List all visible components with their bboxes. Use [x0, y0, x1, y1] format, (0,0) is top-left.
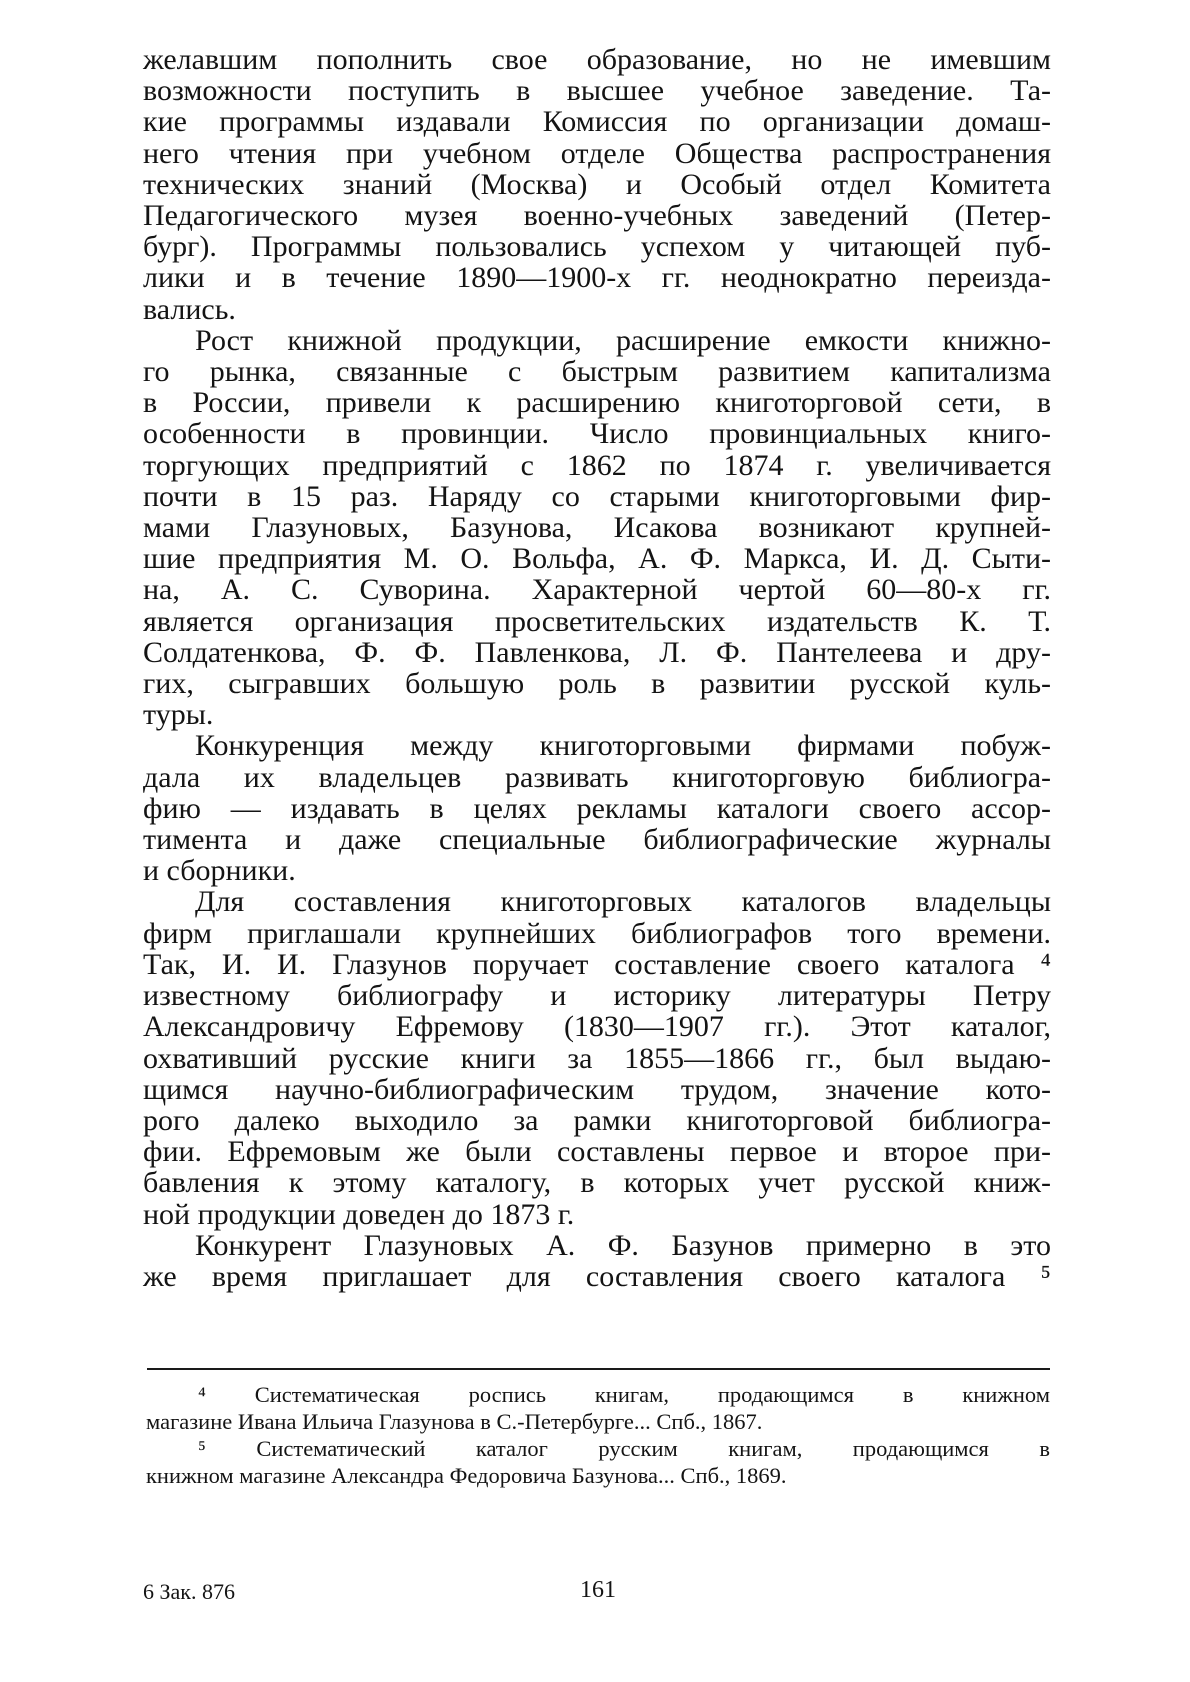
text-line: Конкуренция между книготорговыми фирмами побуж-: [195, 729, 1051, 763]
text-line: него чтения при учебном отделе Общества распространения: [143, 136, 1051, 170]
text-line: и сборники.: [143, 854, 296, 888]
footnote-line: ⁵ Систематический каталог русским книгам, продающимся в: [198, 1436, 1050, 1461]
text-line: рого далеко выходило за рамки книготорговой библиогра-: [143, 1103, 1051, 1137]
text-line: го рынка, связанные с быстрым развитием капитализма: [143, 355, 1051, 389]
text-line: почти в 15 раз. Наряду со старыми книготорговыми фир-: [143, 479, 1051, 513]
footnote-line: книжном магазине Александра Федоровича Базунова... Спб., 1869.: [146, 1463, 787, 1488]
text-line: вались.: [143, 292, 236, 326]
text-line: Рост книжной продукции, расширение емкости книжно-: [195, 323, 1051, 357]
text-line: дала их владельцев развивать книготорговую библиогра-: [143, 760, 1051, 794]
text-line: торгующих предприятий с 1862 по 1874 г. увеличивается: [143, 448, 1051, 482]
text-line: Так, И. И. Глазунов поручает составление своего каталога ⁴: [143, 947, 1051, 981]
footnote-separator: [147, 1368, 1050, 1370]
footnote-line: магазине Ивана Ильича Глазунова в С.-Петербурге... Спб., 1867.: [146, 1409, 763, 1434]
text-line: в России, привели к расширению книготорговой сети, в: [143, 386, 1051, 420]
text-line: на, А. С. Суворина. Характерной чертой 60—80-х гг.: [143, 573, 1051, 607]
text-line: является организация просветительских издательств К. Т.: [143, 604, 1051, 638]
text-line: лики и в течение 1890—1900-х гг. неоднократно переизда-: [143, 261, 1051, 295]
text-line: же время приглашает для составления своего каталога ⁵: [143, 1259, 1051, 1293]
text-line: особенности в провинции. Число провинциальных книго-: [143, 417, 1051, 451]
text-line: туры.: [143, 698, 214, 732]
text-line: Александровичу Ефремову (1830—1907 гг.). Этот каталог,: [143, 1010, 1051, 1044]
text-line: шие предприятия М. О. Вольфа, А. Ф. Маркса, И. Д. Сыти-: [143, 542, 1051, 576]
text-line: гих, сыгравших большую роль в развитии русской куль-: [143, 667, 1051, 701]
footnote-line: ⁴ Систематическая роспись книгам, продающимся в книжном: [198, 1382, 1050, 1407]
text-line: фии. Ефремовым же были составлены первое и второе при-: [143, 1135, 1051, 1169]
text-line: технических знаний (Москва) и Особый отдел Комитета: [143, 167, 1051, 201]
text-line: Для составления книготорговых каталогов владельцы: [195, 885, 1051, 919]
footnotes: [146, 1381, 1050, 1489]
text-line: известному библиографу и историку литературы Петру: [143, 979, 1051, 1013]
text-line: Солдатенкова, Ф. Ф. Павленкова, Л. Ф. Пантелеева и дру-: [143, 635, 1051, 669]
text-line: Педагогического музея военно-учебных заведений (Петер-: [143, 199, 1051, 233]
printer-signature: 6 Зак. 876: [143, 1579, 235, 1604]
text-line: Конкурент Глазуновых А. Ф. Базунов примерно в это: [195, 1228, 1051, 1262]
text-line: желавшим пополнить свое образование, но не имевшим: [143, 43, 1051, 76]
text-line: охвативший русские книги за 1855—1866 гг., был выдаю-: [143, 1041, 1051, 1075]
text-line: фирм приглашали крупнейших библиографов того времени.: [143, 916, 1051, 950]
text-line: бавления к этому каталогу, в которых учет русской книж-: [143, 1166, 1051, 1200]
text-line: фию — издавать в целях рекламы каталоги своего ассор-: [143, 791, 1051, 825]
text-line: бург). Программы пользовались успехом у читающей пуб-: [143, 230, 1051, 264]
text-line: возможности поступить в высшее учебное заведение. Та-: [143, 74, 1051, 108]
text-line: тимента и даже специальные библиографические журналы: [143, 823, 1051, 857]
text-line: мами Глазуновых, Базунова, Исакова возникают крупней-: [143, 511, 1051, 545]
text-line: ной продукции доведен до 1873 г.: [143, 1197, 575, 1231]
text-line: кие программы издавали Комиссия по организации домаш-: [143, 105, 1051, 139]
text-line: щимся научно-библиографическим трудом, значение кото-: [143, 1072, 1051, 1106]
page-number: 161: [580, 1577, 616, 1603]
main-text: [143, 44, 1051, 1292]
